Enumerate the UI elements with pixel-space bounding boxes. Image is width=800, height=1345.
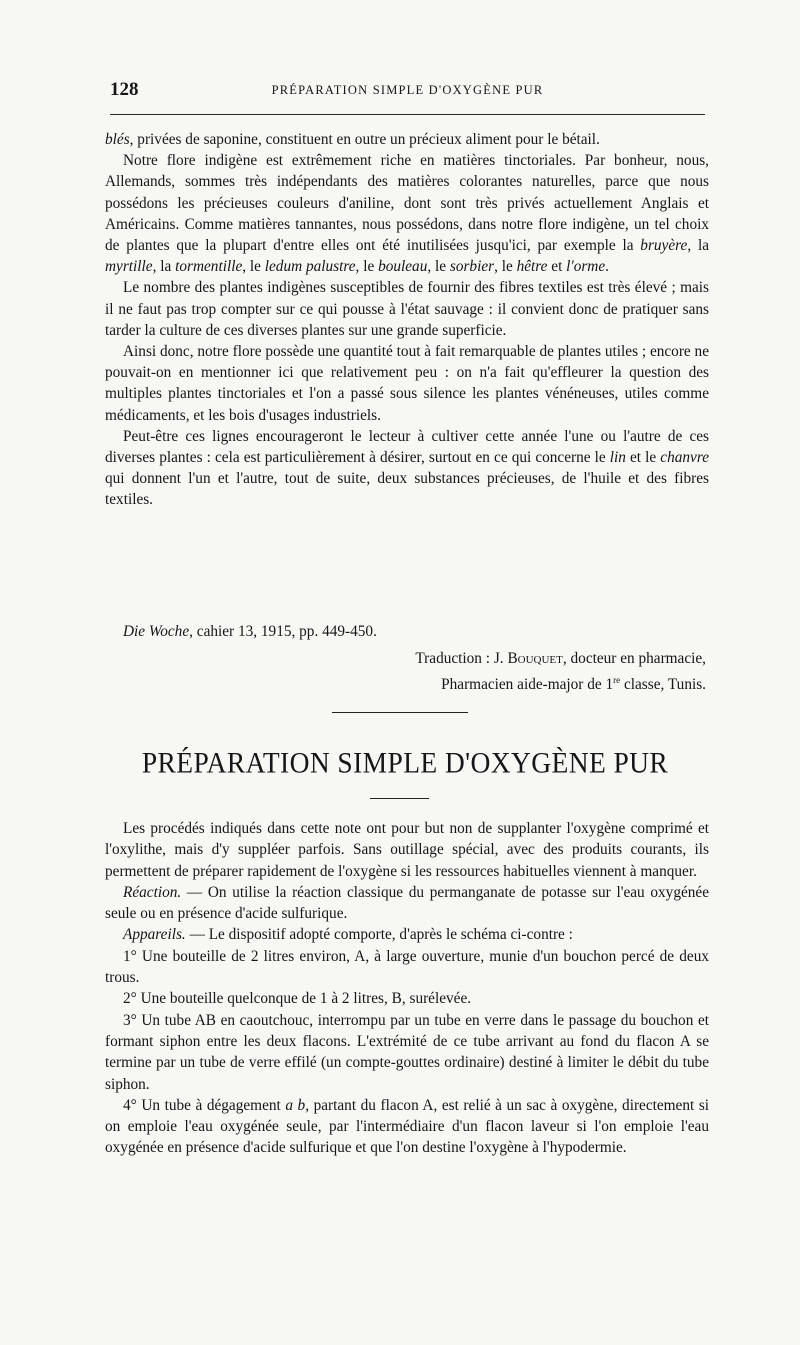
paragraph-3: Le nombre des plantes indigènes susceptibles de fournir des fibres textiles est très élevé ; mais il ne faut pas trop compter sur ce qui pousse à l'état sauvage : il convient donc de pratiquer sans tarder la culture de ces diverses plantes sur une grande superficie. — [105, 279, 709, 339]
article-body — [105, 818, 709, 1159]
title-underline — [370, 798, 429, 799]
previous-article-body — [105, 129, 709, 511]
translator-line-1: Traduction : J. Bouquet, docteur en pharmacie, — [415, 650, 706, 667]
paragraph-1: blés, privées de saponine, constituent en outre un précieux aliment pour le bétail. — [105, 131, 600, 148]
list-item-2: 2° Une bouteille quelconque de 1 à 2 litres, B, surélevée. — [123, 990, 472, 1008]
paragraph-2: Notre flore indigène est extrêmement riche en matières tinctoriales. Par bonheur, nous, Allemands, sommes très indépendants des matières colorantes naturelles, parce que nous possédons les précieuses couleurs d'aniline, dont sont très privés actuellement Anglais et Américains. Comme matières tannantes, nous possédons, dans notre flore indigène, un tel choix de plantes que la plupart d'entre elles ont été inutilisées jusqu'ici, par exemple la bruyère, la myrtille, la tormentille, le ledum palustre, le bouleau, le sorbier, le hêtre et l'orme. — [105, 152, 709, 276]
article-intro: Les procédés indiqués dans cette note ont pour but non de supplanter l'oxygène comprimé et l'oxylithe, mais d'y suppléer parfois. Sans outillage spécial, avec des produits courants, ils permettent de préparer rapidement de l'oxygène si les ressources habituelles viennent à manquer. — [105, 820, 709, 880]
header-rule — [110, 114, 705, 115]
paragraph-4: Ainsi donc, notre flore possède une quantité tout à fait remarquable de plantes utiles ; encore ne pouvait-on en mentionner ici que relativement peu : on n'a fait qu'effleurer la question des multiples plantes tinctoriales et l'on a passé sous silence les plantes vénéneuses, utiles comme médicaments, et les bois d'usages industriels. — [105, 343, 709, 424]
page-header — [110, 79, 705, 105]
list-item-3: 3° Un tube AB en caoutchouc, interrompu par un tube en verre dans le passage du bouchon et formant siphon entre les deux flacons. L'extrémité de ce tube arrivant au fond du flacon A se termine par un tube de verre effilé (un compte-gouttes ordinaire) destiné à limiter le débit du tube siphon. — [105, 1011, 709, 1093]
article-title: PRÉPARATION SIMPLE D'OXYGÈNE PUR — [141, 745, 669, 780]
page-number: 128 — [110, 79, 139, 100]
translator-credit — [415, 648, 706, 695]
translator-line-2: Pharmacien aide-major de 1re classe, Tunis. — [441, 674, 706, 693]
list-item-1: 1° Une bouteille de 2 litres environ, A, à large ouverture, munie d'un bouchon percé de deux trous. — [105, 947, 709, 987]
list-item-4: 4° Un tube à dégagement a b, partant du flacon A, est relié à un sac à oxygène, directement si on emploie l'eau oxygénée seule, par l'intermédiaire d'un flacon laveur si l'on emploie l'eau oxygénée en présence d'acide sulfurique et que l'on destine l'oxygène à l'hypodermie. — [105, 1096, 710, 1157]
running-title: PRÉPARATION SIMPLE D'OXYGÈNE PUR — [271, 83, 544, 97]
source-citation: Die Woche, cahier 13, 1915, pp. 449-450. — [123, 623, 377, 640]
reaction-paragraph: Réaction. — On utilise la réaction classique du permanganate de potasse sur l'eau oxygénée seule ou en présence d'acide sulfurique. — [105, 883, 709, 923]
appareils-paragraph: Appareils. — Le dispositif adopté comporte, d'après le schéma ci-contre : — [123, 926, 573, 944]
section-divider — [332, 712, 468, 713]
paragraph-5: Peut-être ces lignes encourageront le lecteur à cultiver cette année l'une ou l'autre de ces diverses plantes : cela est particulièrement à désirer, surtout en ce qui concerne le lin et le chanvre qui donnent l'un et l'autre, tout de suite, deux substances précieuses, de l'huile et des fibres textiles. — [105, 427, 709, 509]
